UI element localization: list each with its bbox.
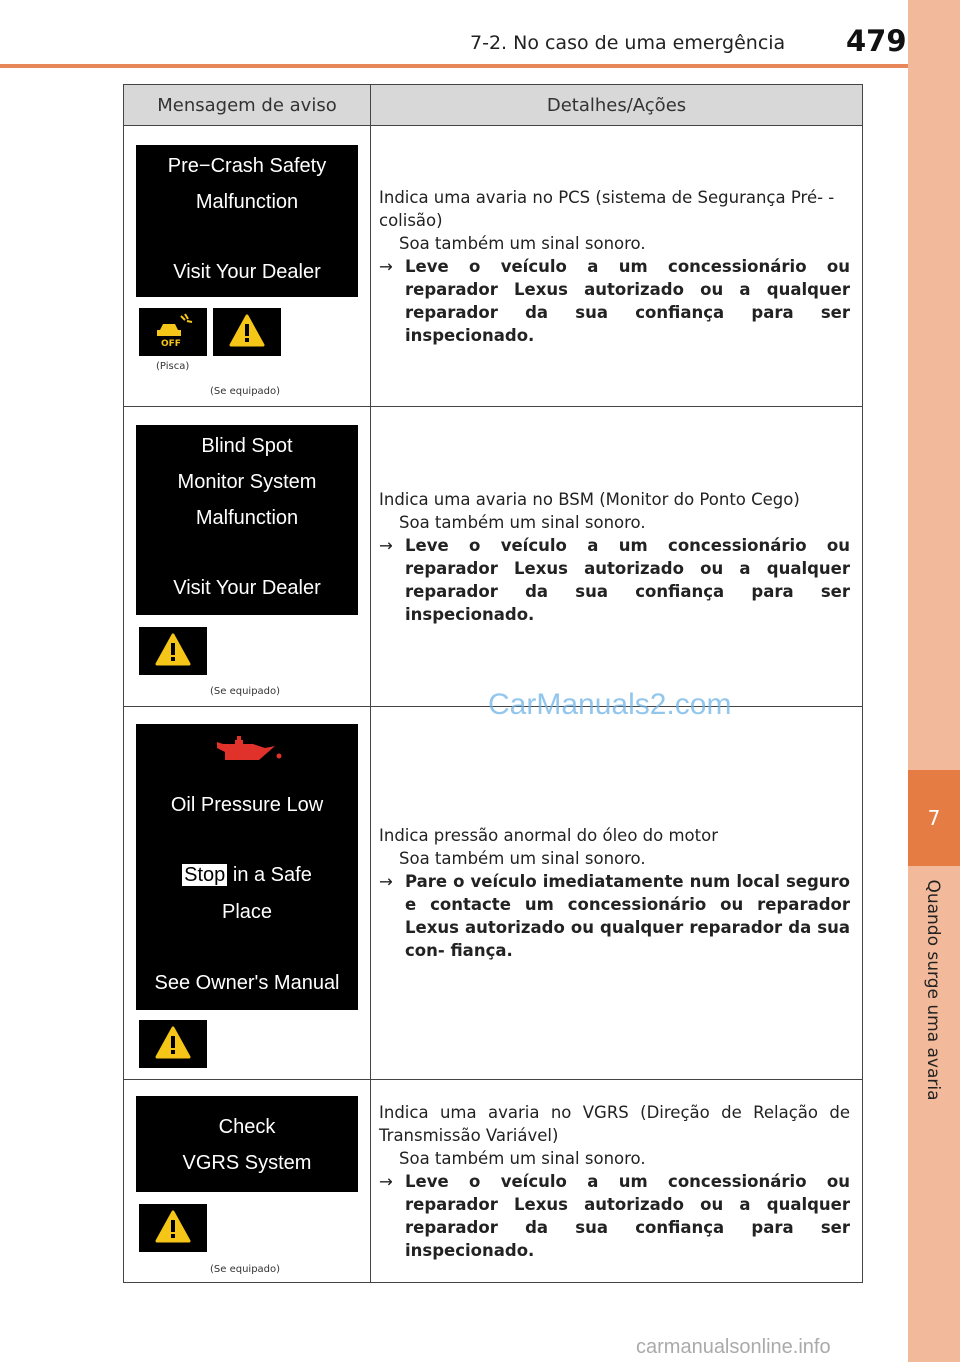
- blink-caption: (Pisca): [156, 361, 190, 372]
- detail-main: Indica uma avaria no VGRS (Direção de Relação de Transmissão Variável): [379, 1102, 850, 1145]
- detail-action: [379, 534, 850, 626]
- chapter-side-tab: [908, 0, 960, 1362]
- details-cell: [371, 126, 863, 407]
- detail-action: [379, 255, 850, 347]
- screen-line: Oil Pressure Low: [170, 794, 324, 816]
- page-number: 479: [846, 24, 907, 58]
- screen-word: in a Safe: [232, 864, 312, 886]
- screen-line: Malfunction: [195, 507, 299, 529]
- detail-main: Indica uma avaria no PCS (sistema de Segurança Pré- -colisão): [379, 187, 835, 230]
- detail-action: [379, 870, 850, 962]
- screen-line: VGRS System: [182, 1152, 312, 1174]
- screen-line: Check: [218, 1116, 276, 1138]
- action-text: Leve o veículo a um concessionário ou reparador Lexus autorizado ou a qualquer reparador da sua confiança para ser inspecionado.: [405, 1171, 850, 1260]
- master-warning-icon: [213, 308, 281, 356]
- table-row: [124, 126, 863, 407]
- display-screen: [136, 1096, 358, 1192]
- message-cell: [124, 126, 371, 407]
- screen-line: Visit Your Dealer: [173, 577, 321, 599]
- master-warning-icon: [139, 1020, 207, 1068]
- warning-table: [123, 84, 863, 1283]
- table-row: [124, 407, 863, 707]
- action-text: Pare o veículo imediatamente num local seguro e contacte um concessionário ou reparador Lexus autorizado ou qualquer reparador da sua con- fiança.: [405, 872, 850, 960]
- detail-main: Indica uma avaria no BSM (Monitor do Ponto Cego): [379, 489, 800, 509]
- section-title: 7-2. No caso de uma emergência: [470, 32, 786, 54]
- master-warning-icon: [139, 627, 207, 675]
- watermark: CarManuals2.com: [488, 688, 732, 721]
- stop-highlight: Stop: [184, 864, 226, 886]
- message-cell: [124, 1080, 371, 1283]
- details-cell: [371, 707, 863, 1080]
- footer-watermark: carmanualsonline.info: [636, 1336, 831, 1358]
- equipped-caption: (Se equipado): [210, 1264, 281, 1275]
- col-header-message: Mensagem de aviso: [124, 85, 371, 126]
- display-screen: [136, 145, 358, 297]
- screen-line: See Owner's Manual: [154, 972, 340, 994]
- screen-line: Visit Your Dealer: [173, 261, 321, 283]
- oil-can-icon: [213, 732, 283, 766]
- display-screen: [136, 724, 358, 1010]
- screen-line: Monitor System: [177, 471, 317, 493]
- details-cell: [371, 1080, 863, 1283]
- detail-main: Indica pressão anormal do óleo do motor: [379, 826, 718, 845]
- equipped-caption: (Se equipado): [210, 386, 281, 397]
- equipped-caption: (Se equipado): [210, 686, 281, 697]
- chapter-title-vertical: Quando surge uma avaria: [923, 879, 943, 1101]
- master-warning-icon: [139, 1204, 207, 1252]
- detail-sub: Soa também um sinal sonoro.: [399, 849, 646, 868]
- message-cell: [124, 707, 371, 1080]
- screen-line: Blind Spot: [201, 435, 293, 457]
- detail-sub: Soa também um sinal sonoro.: [399, 512, 646, 532]
- detail-action: [379, 1170, 850, 1262]
- col-header-details: Detalhes/Ações: [371, 85, 863, 126]
- table-header-row: [124, 85, 863, 126]
- details-cell: [371, 407, 863, 707]
- chapter-number: 7: [927, 806, 941, 830]
- svg-text:OFF: OFF: [161, 339, 181, 348]
- screen-line: Place: [221, 901, 273, 923]
- action-text: Leve o veículo a um concessionário ou reparador Lexus autorizado ou a qualquer reparador da sua confiança para ser inspecionado.: [405, 256, 850, 345]
- arrow-icon: →: [379, 1171, 393, 1191]
- action-text: Leve o veículo a um concessionário ou reparador Lexus autorizado ou a qualquer reparador da sua confiança para ser inspecionado.: [405, 535, 850, 624]
- arrow-icon: →: [379, 256, 393, 276]
- arrow-icon: →: [379, 535, 393, 555]
- screen-line: Pre−Crash Safety: [167, 155, 327, 177]
- header-divider: [0, 64, 908, 68]
- pcs-car-icon: [153, 312, 193, 348]
- screen-line: Malfunction: [195, 191, 299, 213]
- message-cell: [124, 407, 371, 707]
- table-row: [124, 1080, 863, 1283]
- table-row: [124, 707, 863, 1080]
- arrow-icon: →: [379, 872, 393, 891]
- pcs-off-indicator: [139, 308, 207, 356]
- detail-sub: Soa também um sinal sonoro.: [399, 233, 646, 253]
- detail-sub: Soa também um sinal sonoro.: [399, 1148, 646, 1168]
- screen-line: [136, 864, 358, 887]
- display-screen: [136, 425, 358, 615]
